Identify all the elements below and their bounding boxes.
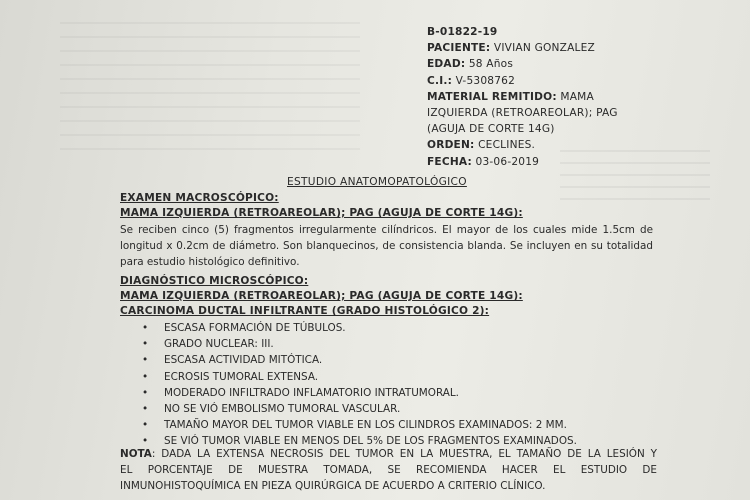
material-label: MATERIAL REMITIDO: — [427, 90, 557, 103]
macro-heading: EXAMEN MACROSCÓPICO: — [120, 192, 279, 204]
report-header — [427, 24, 618, 170]
finding-item: • TAMAÑO MAYOR DEL TUMOR VIABLE EN LOS CILINDROS EXAMINADOS: 2 MM. — [142, 417, 577, 433]
finding-item: • ESCASA FORMACIÓN DE TÚBULOS. — [142, 320, 577, 336]
finding-item: • ESCASA ACTIVIDAD MITÓTICA. — [142, 352, 577, 368]
patient-value: VIVIAN GONZALEZ — [493, 42, 596, 55]
macro-subheading: MAMA IZQUIERDA (RETROAREOLAR); PAG (AGUJA DE CORTE 14G): — [120, 207, 523, 219]
material-value-1: MAMA — [560, 90, 594, 103]
study-title: ESTUDIO ANATOMOPATOLÓGICO — [287, 176, 467, 188]
show-through-texture — [60, 10, 360, 160]
id-label: C.I.: — [427, 74, 453, 87]
note-block — [120, 446, 657, 495]
macro-text: Se reciben cinco (5) fragmentos irregularmente cilíndricos. El mayor de los cuales mide 1.5cm de longitud x 0.2cm de diámetro. Son blanquecinos, de consistencia blanda. Se incluyen en su totalidad para estudio histológico definitivo. — [120, 224, 653, 268]
material-value-2: IZQUIERDA (RETROAREOLAR); PAG — [427, 107, 618, 120]
age-label: EDAD: — [427, 58, 466, 71]
micro-heading: DIAGNÓSTICO MICROSCÓPICO: — [120, 275, 309, 287]
patient-label: PACIENTE: — [427, 42, 491, 55]
findings-list — [142, 320, 577, 450]
finding-item: • NO SE VIÓ EMBOLISMO TUMORAL VASCULAR. — [142, 401, 577, 417]
note-line-2: EL PORCENTAJE DE MUESTRA TOMADA, SE RECOMIENDA HACER EL ESTUDIO DE — [120, 464, 657, 477]
order-value: CECLINES. — [478, 139, 536, 152]
date-value: 03-06-2019 — [475, 155, 540, 168]
micro-subheading: MAMA IZQUIERDA (RETROAREOLAR); PAG (AGUJA DE CORTE 14G): — [120, 290, 523, 302]
note-label: NOTA — [120, 448, 152, 460]
finding-item: • GRADO NUCLEAR: III. — [142, 336, 577, 352]
finding-item: • MODERADO INFILTRADO INFLAMATORIO INTRATUMORAL. — [142, 385, 577, 401]
date-label: FECHA: — [427, 155, 472, 168]
report-code: B-01822-19 — [427, 26, 498, 38]
id-value: V-5308762 — [455, 74, 516, 87]
finding-item: • SE VIÓ TUMOR VIABLE EN MENOS DEL 5% DE LOS FRAGMENTOS EXAMINADOS. — [142, 433, 577, 449]
note-line-1: : DADA LA EXTENSA NECROSIS DEL TUMOR EN LA MUESTRA, EL TAMAÑO DE LA LESIÓN Y — [151, 448, 657, 460]
note-line-3: INMUNOHISTOQUÍMICA EN PIEZA QUIRÚRGICA DE ACUERDO A CRITERIO CLÍNICO. — [120, 480, 546, 493]
diagnosis-title: CARCINOMA DUCTAL INFILTRANTE (GRADO HISTOLÓGICO 2): — [120, 305, 490, 317]
material-value-3: (AGUJA DE CORTE 14G) — [427, 123, 555, 136]
age-value: 58 Años — [468, 58, 514, 71]
finding-item: • ECROSIS TUMORAL EXTENSA. — [142, 369, 577, 385]
order-label: ORDEN: — [427, 139, 475, 152]
